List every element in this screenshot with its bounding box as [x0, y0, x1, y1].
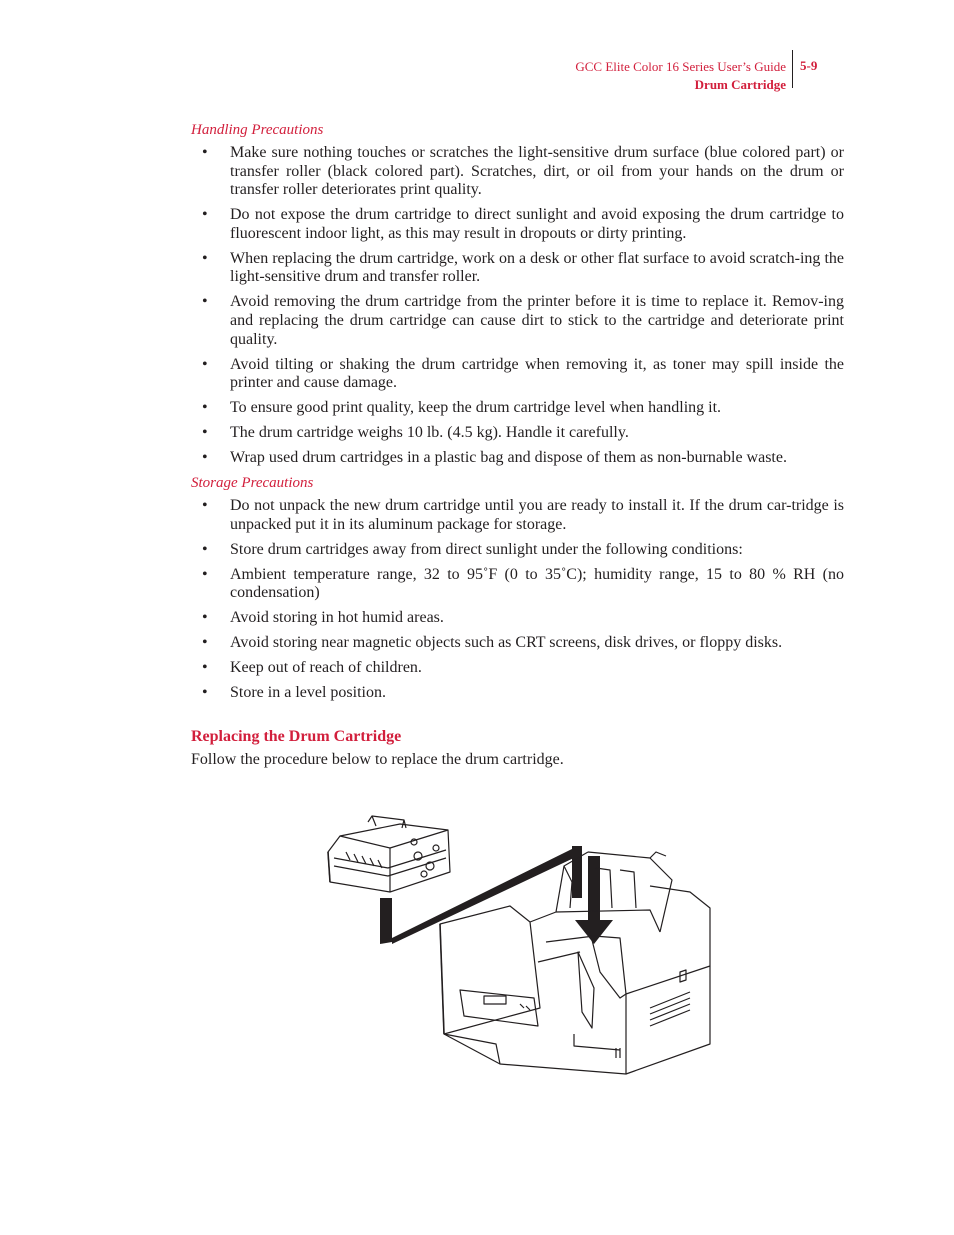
list-item: • To ensure good print quality, keep the drum cartridge level when handling it.	[202, 399, 722, 417]
list-item: • Avoid tilting or shaking the drum cartridge when removing it, as toner may spill inside the printer and cause damage.	[202, 355, 844, 392]
list-item: • Avoid removing the drum cartridge from the printer before it is time to replace it. Remov-ing and replacing the drum cartridge can cause dirt to stick to the cartridge and deteriorate print quality.	[202, 293, 844, 348]
list-item: • Avoid storing in hot humid areas.	[202, 609, 444, 627]
storage-heading: Storage Precautions	[191, 475, 314, 492]
list-item: • Wrap used drum cartridges in a plastic bag and dispose of them as non-burnable waste.	[202, 449, 787, 467]
list-item: • When replacing the drum cartridge, work on a desk or other flat surface to avoid scratch-ing the light-sensitive drum and transfer roller.	[202, 249, 844, 286]
list-item: • Store drum cartridges away from direct sunlight under the following conditions:	[202, 540, 743, 558]
guide-title: GCC Elite Color 16 Series User’s Guide	[575, 59, 786, 74]
list-item: • Store in a level position.	[202, 684, 386, 702]
handling-list	[191, 144, 844, 468]
handling-heading: Handling Precautions	[191, 122, 324, 138]
list-item: • The drum cartridge weighs 10 lb. (4.5 kg). Handle it carefully.	[202, 424, 629, 442]
list-item: • Ambient temperature range, 32 to 95˚F (0 to 35˚C); humidity range, 15 to 80 % RH (no condensation)	[202, 565, 844, 602]
running-header	[575, 58, 786, 94]
replacing-heading: Replacing the Drum Cartridge	[191, 727, 402, 745]
list-item: • Keep out of reach of children.	[202, 659, 422, 677]
list-item: • Do not unpack the new drum cartridge until you are ready to install it. If the drum car-tridge is unpacked put it in its aluminum package for storage.	[202, 497, 844, 533]
section-name: Drum Cartridge	[694, 77, 786, 92]
storage-list	[191, 497, 844, 703]
page-number: 5-9	[800, 58, 818, 73]
page-content	[191, 121, 844, 770]
printer-drum-illustration	[320, 812, 720, 1080]
list-item: • Avoid storing near magnetic objects such as CRT screens, disk drives, or floppy disks.	[202, 634, 783, 652]
list-item: • Do not expose the drum cartridge to direct sunlight and avoid exposing the drum cartridge to fluorescent indoor light, as this may result in dropouts or dirty printing.	[202, 206, 844, 242]
list-item: • Make sure nothing touches or scratches the light-sensitive drum surface (blue colored part) or transfer roller (black colored part). Scratches, dirt, or oil from your hands on the drum or transfer roller deteriorates print quality.	[202, 144, 844, 199]
replacing-intro: Follow the procedure below to replace the drum cartridge.	[191, 750, 564, 768]
header-divider	[792, 50, 793, 88]
drum-cartridge-drawing	[328, 816, 450, 892]
